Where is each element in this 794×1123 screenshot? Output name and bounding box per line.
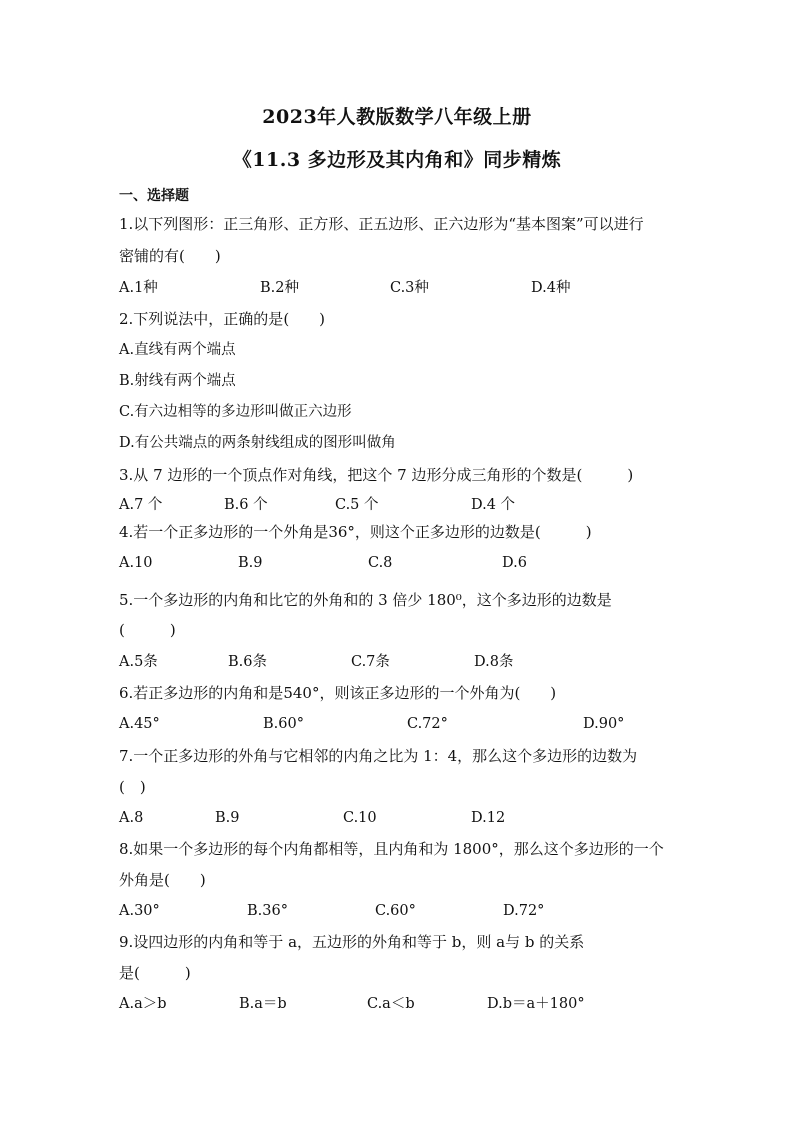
question-7-option-a: A.8 [119,810,144,826]
question-1-option-a: A.1种 [119,280,158,296]
document-title: 2023年人教版数学八年级上册 [262,106,532,128]
question-7-option-c: C.10 [343,810,377,826]
question-6-option-a: A.45° [119,716,160,732]
question-2-line-1: 2.下列说法中，正确的是( ) [119,310,326,328]
question-9-line-1: 9.设四边形的内角和等于 a，五边形的外角和等于 b，则 a与 b 的关系 [119,933,585,951]
question-7-line-2: ( ) [119,778,146,796]
question-1-option-d: D.4种 [531,280,571,296]
question-9-option-c: C.a＜b [367,996,415,1012]
question-5-option-d: D.8条 [474,654,514,670]
question-5-option-c: C.7条 [351,654,390,670]
question-8-option-b: B.36° [247,903,288,919]
section-heading: 一、选择题 [119,188,189,204]
question-4-option-b: B.9 [238,555,263,571]
question-8-option-c: C.60° [375,903,416,919]
question-8-option-d: D.72° [503,903,545,919]
question-1-option-b: B.2种 [260,280,299,296]
question-4-option-d: D.6 [502,555,527,571]
question-2-option-d: D.有公共端点的两条射线组成的图形叫做角 [119,435,396,451]
question-6-option-d: D.90° [583,716,625,732]
question-3-option-c: C.5 个 [335,497,379,513]
question-9-option-a: A.a＞b [119,996,167,1012]
question-6-option-b: B.60° [263,716,304,732]
question-3-line-1: 3.从 7 边形的一个顶点作对角线，把这个 7 边形分成三角形的个数是( ) [119,466,634,484]
question-9-line-2: 是( ) [119,964,191,982]
question-6-option-c: C.72° [407,716,448,732]
question-4-option-a: A.10 [119,555,153,571]
question-1-option-c: C.3种 [390,280,429,296]
question-3-option-d: D.4 个 [471,497,516,513]
document-subtitle: 《11.3 多边形及其内角和》同步精炼 [232,149,562,171]
question-5-line-2: ( ) [119,621,176,639]
question-7-option-d: D.12 [471,810,506,826]
question-3-option-a: A.7 个 [119,497,163,513]
question-2-option-c: C.有六边相等的多边形叫做正六边形 [119,404,352,420]
question-8-option-a: A.30° [119,903,160,919]
question-9-option-b: B.a＝b [239,996,287,1012]
question-1-line-2: 密铺的有( ) [119,247,221,265]
question-7-option-b: B.9 [215,810,240,826]
question-8-line-1: 8.如果一个多边形的每个内角都相等，且内角和为 1800°，那么这个多边形的一个 [119,840,664,858]
question-5-option-b: B.6条 [228,654,267,670]
question-8-line-2: 外角是( ) [119,871,206,889]
question-7-line-1: 7.一个正多边形的外角与它相邻的内角之比为 1：4，那么这个多边形的边数为 [119,747,638,765]
question-6-line-1: 6.若正多边形的内角和是540°，则该正多边形的一个外角为( ) [119,684,557,702]
question-4-line-1: 4.若一个正多边形的一个外角是36°，则这个正多边形的边数是( ) [119,523,592,541]
question-4-option-c: C.8 [368,555,393,571]
question-5-option-a: A.5条 [119,654,158,670]
question-5-line-1: 5.一个多边形的内角和比它的外角和的 3 倍少 180⁰，这个多边形的边数是 [119,591,612,609]
question-9-option-d: D.b＝a＋180° [487,996,585,1012]
question-3-option-b: B.6 个 [224,497,268,513]
question-1-line-1: 1.以下列图形：正三角形、正方形、正五边形、正六边形为“基本图案”可以进行 [119,215,644,233]
question-2-option-b: B.射线有两个端点 [119,373,236,389]
question-2-option-a: A.直线有两个端点 [119,342,236,358]
